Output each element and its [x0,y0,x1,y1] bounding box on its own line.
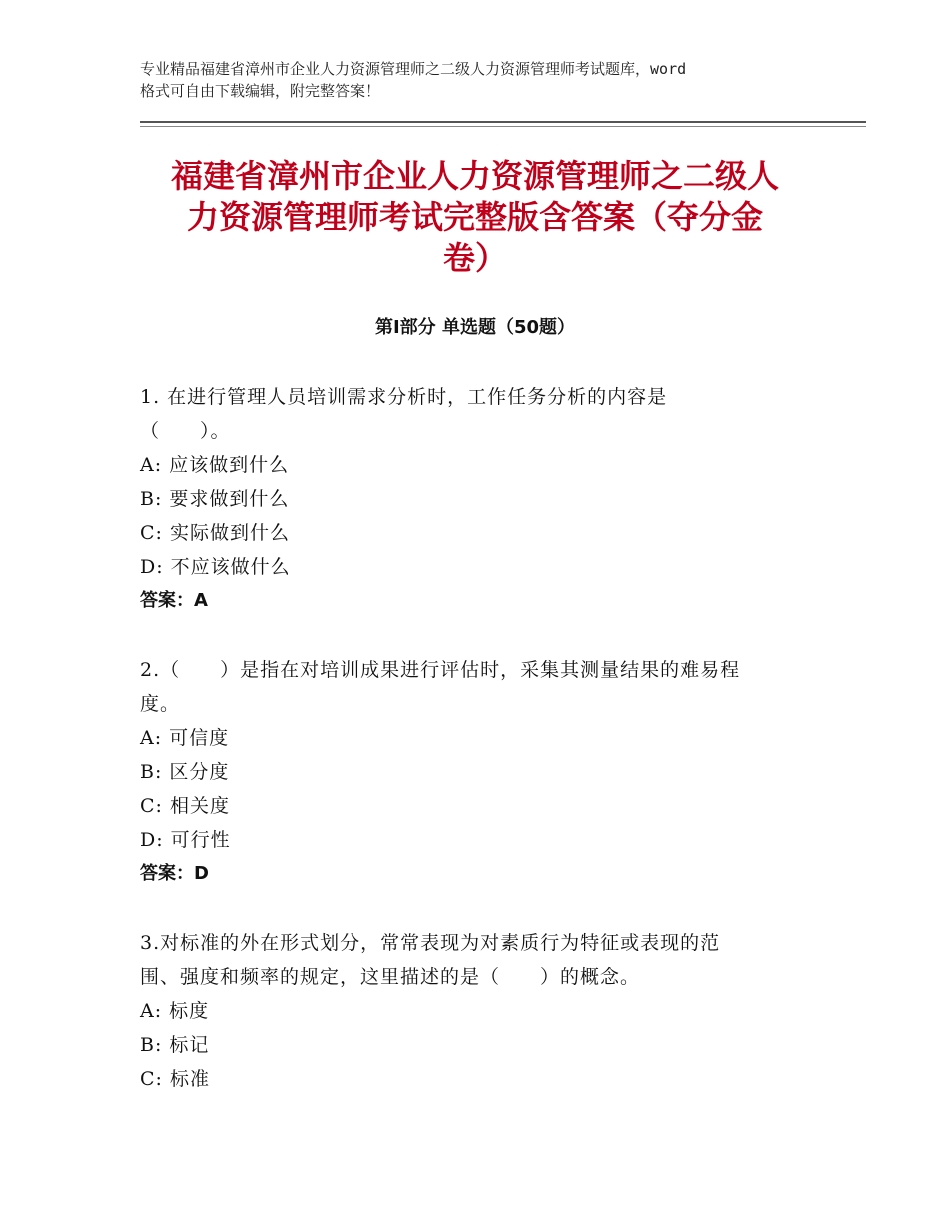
option-a: A: 应该做到什么 [140,454,290,476]
option-d: D: 可行性 [140,829,231,851]
option-c: C: 标准 [140,1068,210,1090]
option-b: B: 要求做到什么 [140,488,290,510]
document-title [140,156,810,279]
question-stem [140,926,800,994]
document-header [140,58,840,102]
question-stem-line: 1. 在进行管理人员培训需求分析时，工作任务分析的内容是 [140,386,668,408]
title-line-1: 福建省漳州市企业人力资源管理师之二级人 [170,157,779,195]
option-b: B: 标记 [140,1034,210,1056]
header-line-2: 格式可自由下载编辑，附完整答案！ [140,82,381,100]
question-stem-line: 度。 [140,693,181,715]
header-line-1: 专业精品福建省漳州市企业人力资源管理师之二级人力资源管理师考试题库，word [140,60,687,78]
title-line-3: 卷） [442,239,507,277]
header-divider-thick [140,121,866,123]
option-a: A: 可信度 [140,727,230,749]
answer: 答案：D [140,863,209,884]
question-stem-line: （ ）。 [140,420,231,442]
question-stem-line: 围、强度和频率的规定，这里描述的是（ ）的概念。 [140,966,641,988]
answer: 答案：A [140,590,208,611]
option-c: C: 实际做到什么 [140,522,290,544]
question-stem-line: 3.对标准的外在形式划分，常常表现为对素质行为特征或表现的范 [140,932,721,954]
question-stem-line: 2.（ ）是指在对培训成果进行评估时，采集其测量结果的难易程 [140,659,741,681]
section-title: 第Ⅰ部分 单选题（50题） [374,317,575,338]
question-1 [140,380,800,618]
header-divider-thin [140,126,866,127]
question-3 [140,926,800,1096]
question-2 [140,653,800,891]
question-stem [140,653,800,721]
question-stem [140,380,800,448]
option-d: D: 不应该做什么 [140,556,291,578]
title-line-2: 力资源管理师考试完整版含答案（夺分金 [186,198,763,236]
option-c: C: 相关度 [140,795,230,817]
option-b: B: 区分度 [140,761,230,783]
option-a: A: 标度 [140,1000,210,1022]
